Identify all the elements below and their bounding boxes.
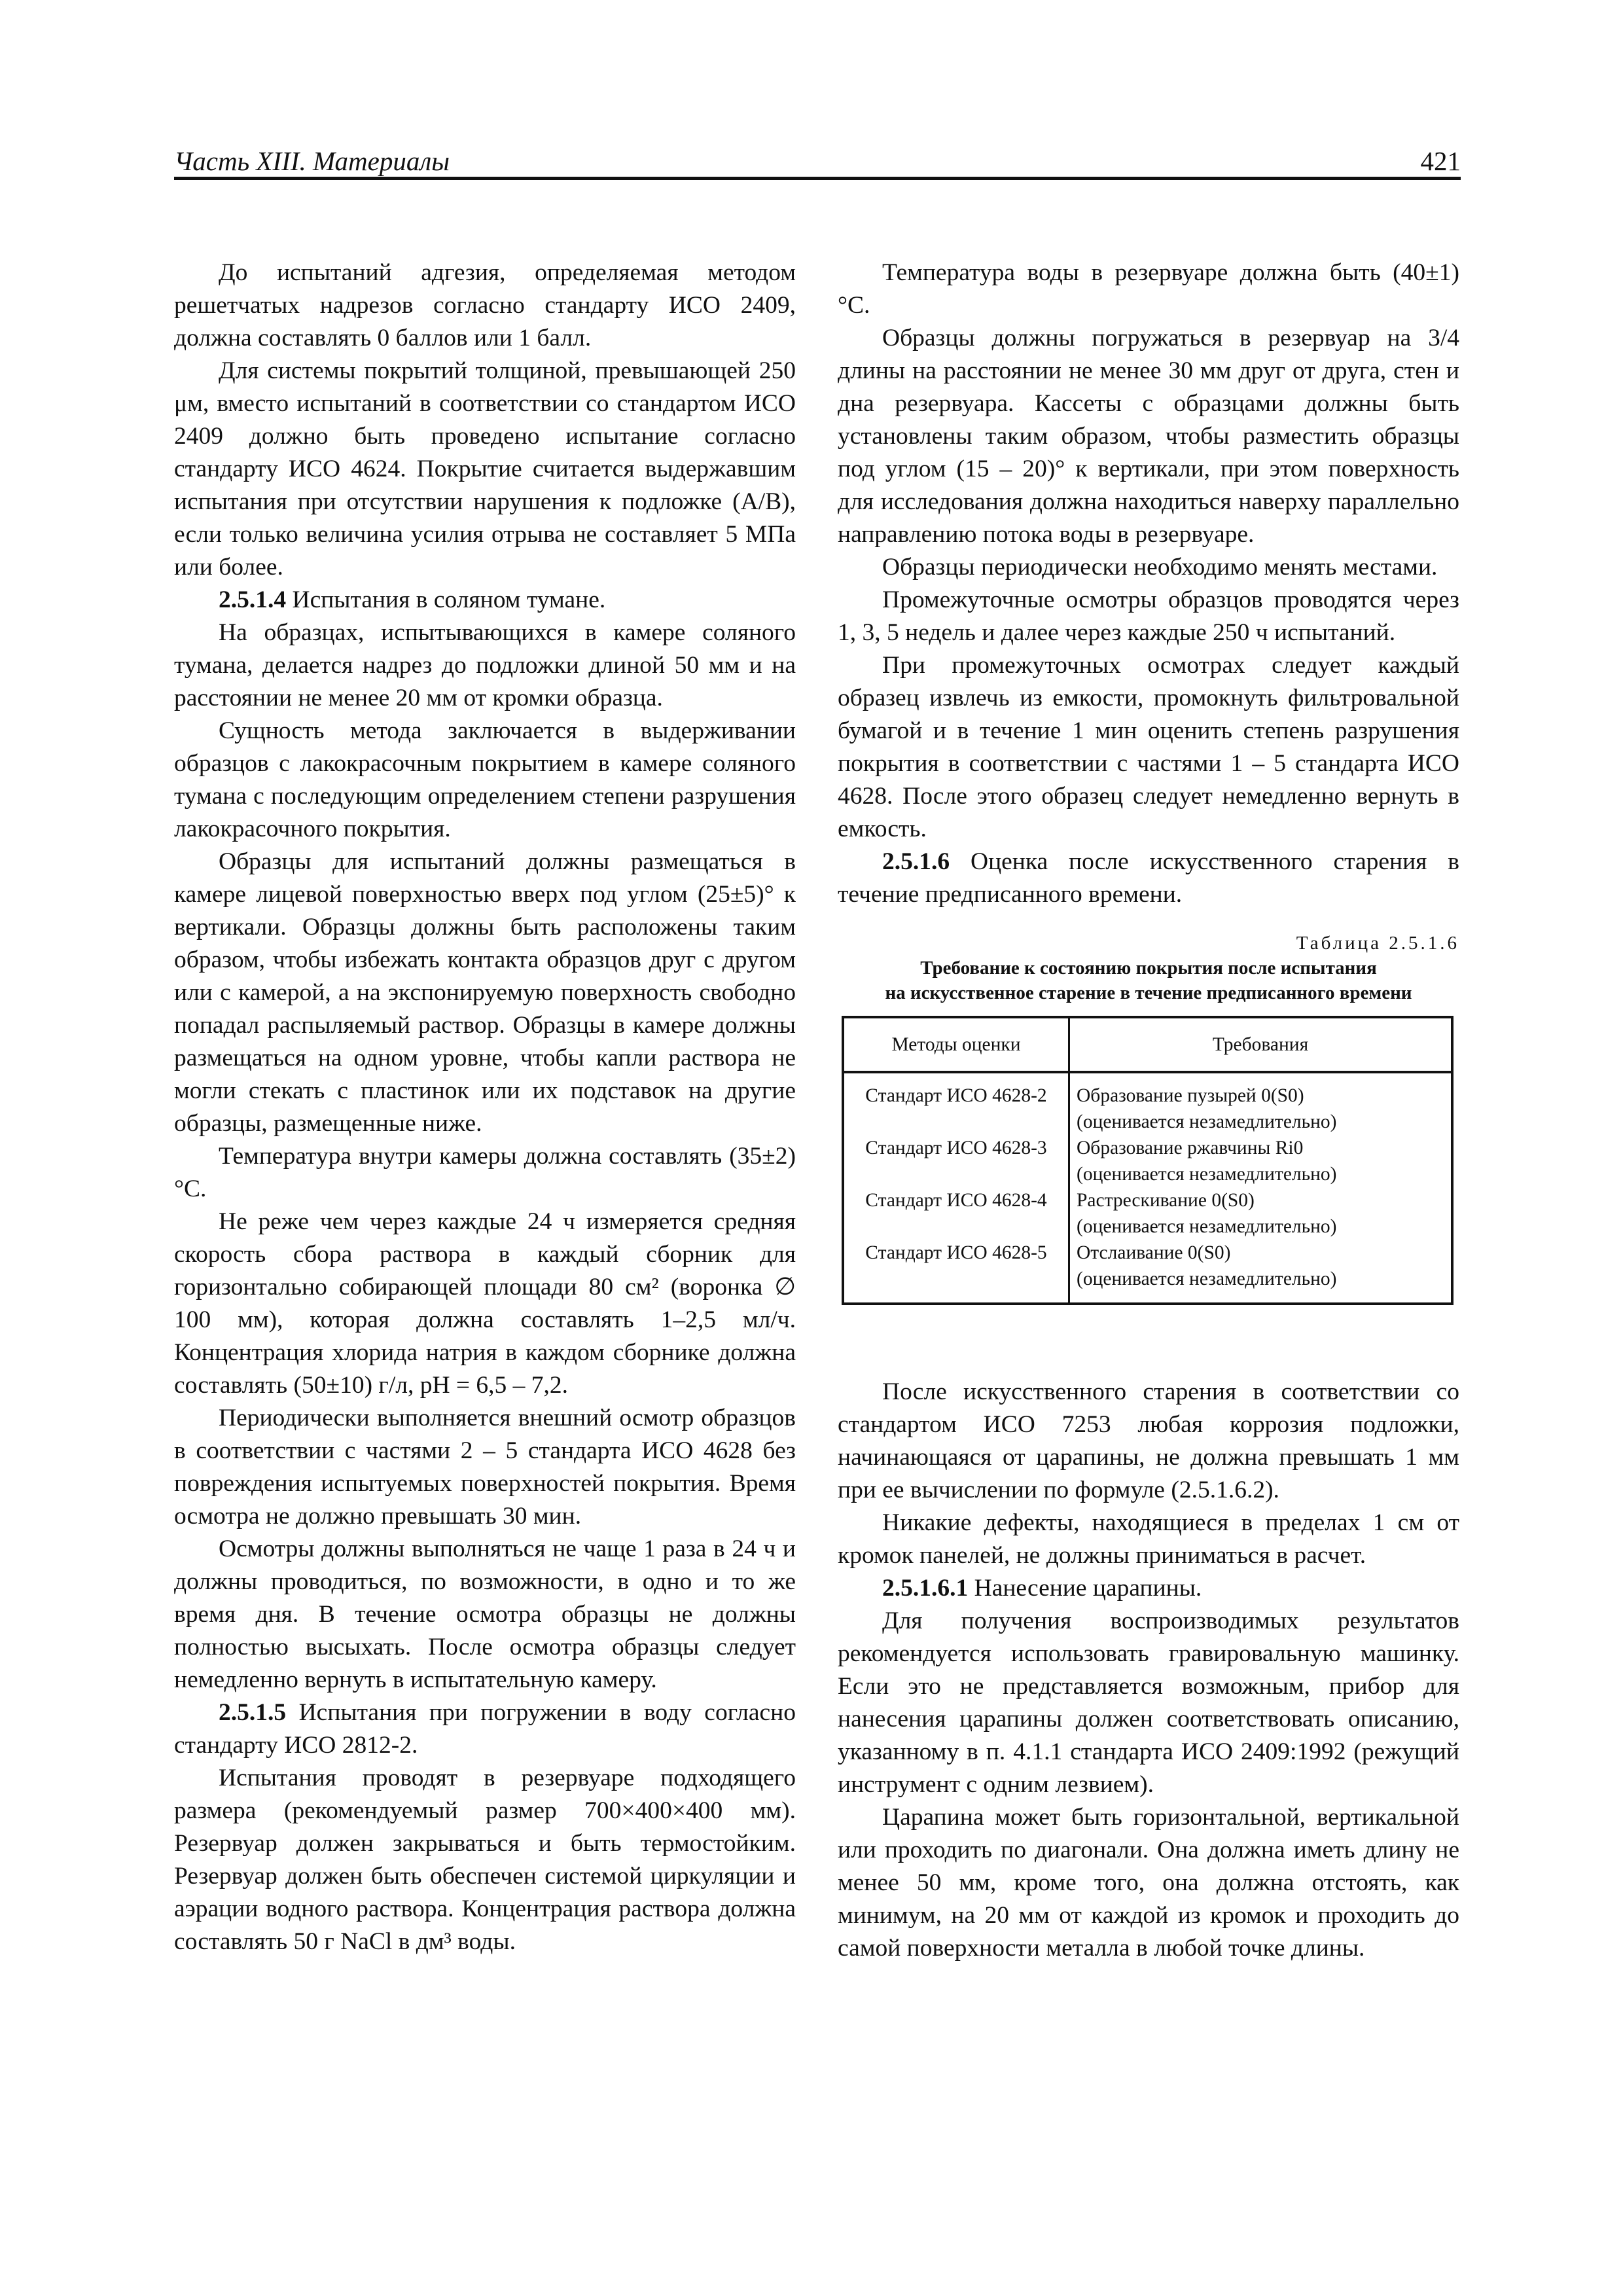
right-column: [838, 257, 1459, 1965]
table-body-row: [843, 1072, 1452, 1304]
column-header-methods: Методы оценки: [843, 1017, 1069, 1072]
left-column: [174, 257, 796, 1958]
method-item: Стандарт ИСО 4628-3: [865, 1138, 1047, 1158]
paragraph: Для системы покрытий толщиной, превышающей 250 μм, вместо испытаний в соответствии со стандартом ИСО 2409 должно быть проведено испытание согласно стандарту ИСО 4624. Покрытие считается выдержавшим испытания при отсутствии нарушения к подложке (A/B), если только величина усилия отрыва не составляет 5 МПа или более.: [174, 357, 796, 581]
requirements-cell: [1069, 1072, 1453, 1304]
method-item: Стандарт ИСО 4628-2: [865, 1085, 1047, 1106]
section-heading: [838, 1572, 1459, 1605]
section-heading: [838, 846, 1459, 911]
requirement-note: (оценивается незамедлительно): [1077, 1111, 1337, 1132]
paragraph: Образцы периодически необходимо менять местами.: [882, 554, 1438, 581]
table-title-line: Требование к состоянию покрытия после испытания: [920, 958, 1377, 978]
requirement-note: (оценивается незамедлительно): [1077, 1164, 1337, 1185]
section-number: 2.5.1.6: [882, 848, 950, 875]
page-header: [174, 141, 1461, 181]
requirement-item: Образование ржавчины Ri0: [1077, 1138, 1304, 1158]
section-number: 2.5.1.5: [219, 1699, 287, 1726]
paragraph: Для получения воспроизводимых результатов рекомендуется использовать гравировальную машинку. Если это не представляется возможным, прибор для нанесения царапины должен соответствовать описанию, указанному в п. 4.1.1 стандарта ИСО 2409:1992 (режущий инструмент с одним лезвием).: [838, 1607, 1459, 1798]
paragraph: На образцах, испытывающихся в камере соляного тумана, делается надрез до подложки длиной 50 мм и на расстоянии не менее 20 мм от кромки образца.: [174, 619, 796, 711]
paragraph: До испытаний адгезия, определяемая методом решетчатых надрезов согласно стандарту ИСО 2409, должна составлять 0 баллов или 1 балл.: [174, 259, 796, 351]
section-title: Оценка после искусственного старения в течение предписанного времени.: [838, 848, 1459, 908]
page-number: 421: [1420, 146, 1461, 176]
running-title: Часть XIII. Материалы: [174, 146, 450, 176]
requirement-note: (оценивается незамедлительно): [1077, 1216, 1337, 1237]
paragraph: Температура воды в резервуаре должна быть (40±1) °C.: [838, 259, 1459, 319]
paragraph: Никакие дефекты, находящиеся в пределах 1 см от кромок панелей, не должны приниматься в расчет.: [838, 1509, 1459, 1569]
section-heading: [174, 584, 796, 617]
requirement-item: Растрескивание 0(S0): [1077, 1190, 1255, 1211]
requirements-table: [842, 1016, 1454, 1305]
paragraph: Царапина может быть горизонтальной, вертикальной или проходить по диагонали. Она должна иметь длину не менее 50 мм, кроме того, она должна отстоять, как минимум, на 20 мм от каждой из кромок и проходить до самой поверхности металла в любой точке длины.: [838, 1804, 1459, 1962]
section-number: 2.5.1.4: [219, 586, 287, 613]
header-rule: [174, 177, 1461, 180]
section-title: Испытания в соляном тумане.: [286, 586, 606, 613]
methods-cell: [843, 1072, 1069, 1304]
paragraph: Сущность метода заключается в выдерживании образцов с лакокрасочным покрытием в камере соляного тумана с последующим определением степени разрушения лакокрасочного покрытия.: [174, 717, 796, 842]
paragraph: Испытания проводят в резервуаре подходящего размера (рекомендуемый размер 700×400×400 мм). Резервуар должен закрываться и быть термостойким. Резервуар должен быть обеспечен системой циркуляции и аэрации водного раствора. Концентрация раствора должна составлять 50 г NaCl в дм³ воды.: [174, 1765, 796, 1955]
column-header-requirements: Требования: [1069, 1017, 1453, 1072]
table-caption: Таблица 2.5.1.6: [1296, 933, 1459, 954]
requirement-item: Образование пузырей 0(S0): [1077, 1085, 1304, 1106]
section-number: 2.5.1.6.1: [882, 1575, 969, 1602]
paragraph: Образцы для испытаний должны размещаться в камере лицевой поверхностью вверх под углом (25±5)° к вертикали. Образцы должны быть расположены таким образом, чтобы избежать контакта образцов друг с другом или с камерой, а на экспонируемую поверхность свободно попадал распыляемый раствор. Образцы в камере должны размещаться на одном уровне, чтобы капли раствора не могли стекать с пластинок или их подставок на другие образцы, размещенные ниже.: [174, 848, 796, 1137]
requirement-note: (оценивается незамедлительно): [1077, 1268, 1337, 1289]
method-item: Стандарт ИСО 4628-4: [865, 1190, 1047, 1211]
section-title: Нанесение царапины.: [968, 1575, 1202, 1602]
paragraph: Не реже чем через каждые 24 ч измеряется средняя скорость сбора раствора в каждый сборник для горизонтально собирающей площади 80 см² (воронка ∅ 100 мм), которая должна составлять 1–2,5 мл/ч. Концентрация хлорида натрия в каждом сборнике должна составлять (50±10) г/л, pH = 6,5 – 7,2.: [174, 1208, 796, 1399]
paragraph: Осмотры должны выполняться не чаще 1 раза в 24 ч и должны проводиться, по возможности, в одно и то же время дня. В течение осмотра образцы не должны полностью высыхать. После осмотра образцы следует немедленно вернуть в испытательную камеру.: [174, 1535, 796, 1693]
paragraph: Промежуточные осмотры образцов проводятся через 1, 3, 5 недель и далее через каждые 250 ч испытаний.: [838, 586, 1459, 646]
paragraph: Периодически выполняется внешний осмотр образцов в соответствии с частями 2 – 5 стандарта ИСО 4628 без повреждения испытуемых поверхностей покрытия. Время осмотра не должно превышать 30 мин.: [174, 1405, 796, 1530]
requirement-item: Отслаивание 0(S0): [1077, 1242, 1231, 1263]
paragraph: После искусственного старения в соответствии со стандартом ИСО 7253 любая коррозия подложки, начинающаяся от царапины, не должна превышать 1 мм при ее вычислении по формуле (2.5.1.6.2).: [838, 1378, 1459, 1503]
table-title-line: на искусственное старение в течение предписанного времени: [885, 982, 1412, 1003]
paragraph: Температура внутри камеры должна составлять (35±2) °C.: [174, 1143, 796, 1202]
section-title: Испытания при погружении в воду согласно стандарту ИСО 2812-2.: [174, 1699, 796, 1759]
table-header-row: [843, 1017, 1452, 1072]
method-item: Стандарт ИСО 4628-5: [865, 1242, 1047, 1263]
table-title: [838, 956, 1459, 1005]
section-heading: [174, 1696, 796, 1762]
paragraph: Образцы должны погружаться в резервуар на 3/4 длины на расстоянии не менее 30 мм друг от друга, стен и дна резервуара. Кассеты с образцами должны быть установлены таким образом, чтобы разместить образцы под углом (15 – 20)° к вертикали, при этом поверхность для исследования должна находиться наверху параллельно направлению потока воды в резервуаре.: [838, 325, 1459, 548]
paragraph: При промежуточных осмотрах следует каждый образец извлечь из емкости, промокнуть фильтровальной бумагой и в течение 1 мин оценить степень разрушения покрытия в соответствии с частями 1 – 5 стандарта ИСО 4628. После этого образец следует немедленно вернуть в емкость.: [838, 652, 1459, 842]
